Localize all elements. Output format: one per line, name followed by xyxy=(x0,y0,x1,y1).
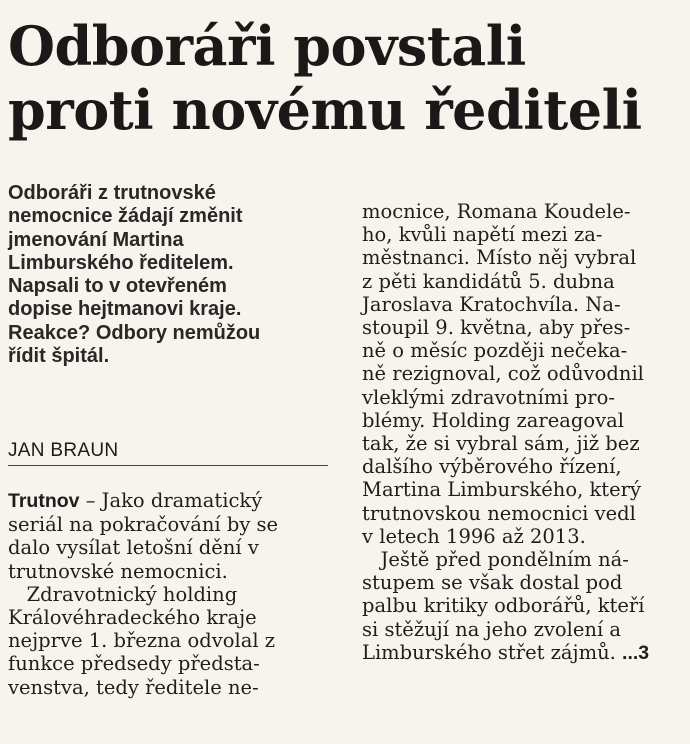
lead-line: Limburského ředitelem. xyxy=(8,251,234,274)
dateline: Trutnov xyxy=(8,490,80,512)
lead-line: Odboráři z trutnovské xyxy=(8,182,216,204)
headline xyxy=(8,14,642,142)
lead-line: dopise hejtmanovi kraje. xyxy=(8,298,242,321)
lead-line: řídit špitál. xyxy=(8,345,110,368)
body-line: si stěžují na jeho zvolení a xyxy=(362,617,622,641)
continued-page-marker: ...3 xyxy=(622,641,650,664)
body-line: ho, kvůli napětí mezi za- xyxy=(362,223,603,247)
body-line: palbu kritiky odborářů, kteří xyxy=(362,594,645,618)
lead-paragraph xyxy=(8,182,338,368)
body-line: nejprve 1. března odvolal z xyxy=(8,629,276,653)
body-line: funkce předsedy předsta- xyxy=(8,652,260,676)
body-line xyxy=(8,489,338,513)
body-line: dalo vysílat letošní dění v xyxy=(8,536,259,560)
body-line: Ještě před pondělním ná- xyxy=(362,548,629,572)
body-line: Královéhradeckého kraje xyxy=(8,606,257,630)
headline-line-1: Odboráři povstali xyxy=(8,14,526,78)
body-line: venstva, tedy ředitele ne- xyxy=(8,675,259,699)
body-line: městnanci. Místo něj vybral xyxy=(362,246,637,270)
body-line: blémy. Holding zareagoval xyxy=(362,408,625,432)
lead-line: Reakce? Odbory nemůžou xyxy=(8,321,261,344)
body-line: seriál na pokračování by se xyxy=(8,513,279,537)
lead-line: Napsali to v otevřeném xyxy=(8,275,227,298)
body-line: ně o měsíc později nečeka- xyxy=(362,339,628,363)
headline-line-2: proti novému řediteli xyxy=(8,78,642,142)
body-line-text: Limburského střet zájmů. xyxy=(362,640,616,664)
body-line: vleklými zdravotními pro- xyxy=(362,385,615,409)
body-line: mocnice, Romana Koudele- xyxy=(362,200,631,223)
body-line: Jaroslava Kratochvíla. Na- xyxy=(362,292,621,316)
lead-line: nemocnice žádají změnit xyxy=(8,205,243,228)
body-line: tak, že si vybral sám, již bez xyxy=(362,432,640,456)
body-line: trutnovské nemocnici. xyxy=(8,559,228,583)
body-column-right xyxy=(362,200,687,665)
body-line: trutnovskou nemocnici vedl xyxy=(362,501,636,525)
body-line: v letech 1996 až 2013. xyxy=(362,524,586,548)
body-line: stupem se však dostal pod xyxy=(362,571,623,595)
body-line-text: – Jako dramatický xyxy=(79,489,263,512)
body-line xyxy=(362,641,687,665)
byline: JAN BRAUN xyxy=(8,440,119,461)
body-column-left xyxy=(8,489,338,699)
body-line: stoupil 9. května, aby přes- xyxy=(362,316,631,340)
body-line: Zdravotnický holding xyxy=(8,582,238,606)
body-line: ně rezignoval, což odůvodnil xyxy=(362,362,644,386)
lead-line: jmenování Martina xyxy=(8,228,184,251)
body-line: Martina Limburského, který xyxy=(362,478,641,502)
byline-divider xyxy=(8,465,328,466)
body-line: dalšího výběrového řízení, xyxy=(362,455,622,479)
body-line: z pěti kandidátů 5. dubna xyxy=(362,269,615,293)
